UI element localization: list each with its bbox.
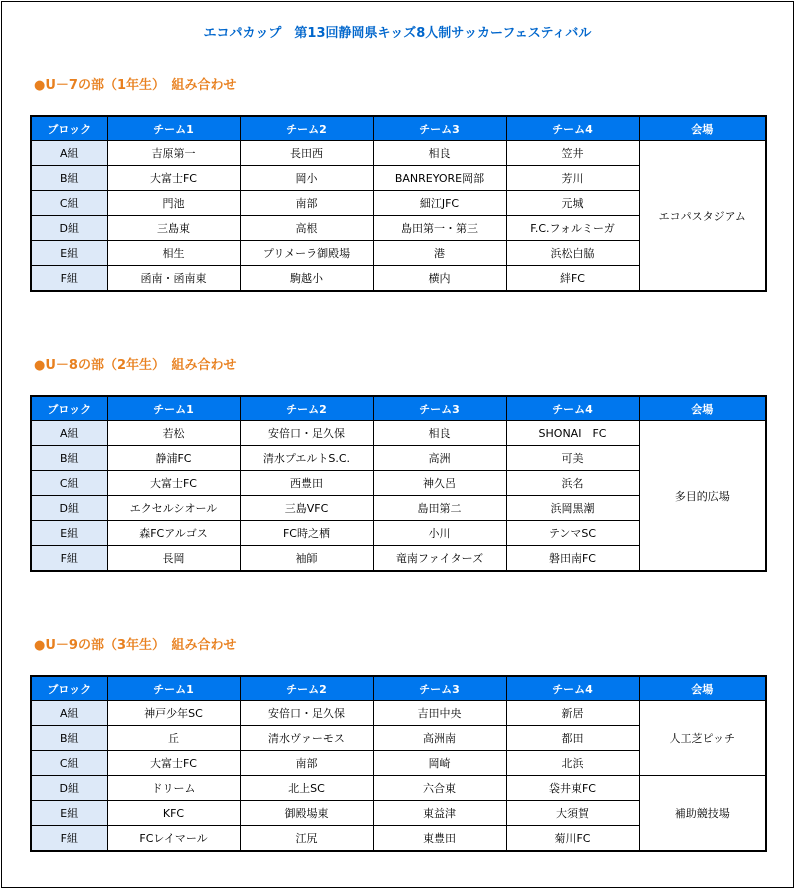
column-header: 会場 — [639, 116, 766, 141]
team-cell: 安倍口・足久保 — [240, 421, 373, 446]
team-cell: 清水ヴァーモス — [240, 726, 373, 751]
column-header: チーム2 — [240, 676, 373, 701]
column-header: チーム1 — [107, 396, 240, 421]
team-cell: 森FCアルゴス — [107, 521, 240, 546]
team-cell: 静浦FC — [107, 446, 240, 471]
column-header: チーム3 — [373, 676, 506, 701]
block-cell: D組 — [31, 776, 107, 801]
venue-cell: 補助競技場 — [639, 776, 766, 852]
team-cell: SHONAI FC — [506, 421, 639, 446]
block-cell: E組 — [31, 801, 107, 826]
column-header: 会場 — [639, 396, 766, 421]
block-cell: C組 — [31, 471, 107, 496]
team-cell: ドリーム — [107, 776, 240, 801]
team-cell: 芳川 — [506, 166, 639, 191]
column-header: チーム2 — [240, 396, 373, 421]
header-row — [31, 396, 766, 421]
team-cell: 神久呂 — [373, 471, 506, 496]
team-cell: 小川 — [373, 521, 506, 546]
team-cell: 大須賀 — [506, 801, 639, 826]
team-cell: 島田第一・第三 — [373, 216, 506, 241]
venue-cell: エコパスタジアム — [639, 141, 766, 292]
team-cell: 磐田南FC — [506, 546, 639, 572]
team-cell: 相良 — [373, 141, 506, 166]
team-cell: 吉原第一 — [107, 141, 240, 166]
team-cell: 可美 — [506, 446, 639, 471]
column-header: ブロック — [31, 396, 107, 421]
block-cell: A組 — [31, 421, 107, 446]
team-cell: 駒越小 — [240, 266, 373, 292]
team-cell: 岡崎 — [373, 751, 506, 776]
team-cell: 浜名 — [506, 471, 639, 496]
column-header: チーム1 — [107, 116, 240, 141]
matchup-table — [30, 675, 767, 852]
matchup-table — [30, 395, 767, 572]
team-cell: 浜松白脇 — [506, 241, 639, 266]
block-cell: C組 — [31, 751, 107, 776]
team-cell: 北浜 — [506, 751, 639, 776]
team-cell: 元城 — [506, 191, 639, 216]
column-header: チーム3 — [373, 396, 506, 421]
team-cell: 御殿場東 — [240, 801, 373, 826]
page-title: エコパカップ 第13回静岡県キッズ8人制サッカーフェスティバル — [203, 26, 592, 41]
team-cell: 袖師 — [240, 546, 373, 572]
team-cell: 東益津 — [373, 801, 506, 826]
block-cell: C組 — [31, 191, 107, 216]
column-header: チーム4 — [506, 396, 639, 421]
team-cell: FC時之栖 — [240, 521, 373, 546]
team-cell: 大富士FC — [107, 166, 240, 191]
team-cell: 丘 — [107, 726, 240, 751]
header-row — [31, 116, 766, 141]
block-cell: D組 — [31, 496, 107, 521]
team-cell: F.C.フォルミーガ — [506, 216, 639, 241]
team-cell: 港 — [373, 241, 506, 266]
section-heading: ●U－8の部（2年生） 組み合わせ — [34, 358, 237, 373]
block-cell: F組 — [31, 826, 107, 852]
team-cell: 長岡 — [107, 546, 240, 572]
team-cell: 安倍口・足久保 — [240, 701, 373, 726]
team-cell: 函南・函南東 — [107, 266, 240, 292]
section-heading: ●U－7の部（1年生） 組み合わせ — [34, 78, 237, 93]
team-cell: KFC — [107, 801, 240, 826]
team-cell: 江尻 — [240, 826, 373, 852]
team-cell: 大富士FC — [107, 751, 240, 776]
header-row — [31, 676, 766, 701]
team-cell: 神戸少年SC — [107, 701, 240, 726]
team-cell: 西豊田 — [240, 471, 373, 496]
team-cell: 東豊田 — [373, 826, 506, 852]
block-cell: E組 — [31, 521, 107, 546]
team-cell: 高洲 — [373, 446, 506, 471]
column-header: チーム4 — [506, 116, 639, 141]
column-header: ブロック — [31, 116, 107, 141]
block-cell: F組 — [31, 546, 107, 572]
team-cell: 南部 — [240, 191, 373, 216]
team-cell: 浜岡黒潮 — [506, 496, 639, 521]
team-cell: 絆FC — [506, 266, 639, 292]
team-cell: プリメーラ御殿場 — [240, 241, 373, 266]
team-cell: 長田西 — [240, 141, 373, 166]
team-cell: FCレイマール — [107, 826, 240, 852]
block-cell: A組 — [31, 701, 107, 726]
team-cell: 門池 — [107, 191, 240, 216]
block-cell: B組 — [31, 446, 107, 471]
team-cell: 南部 — [240, 751, 373, 776]
table-row — [31, 421, 766, 446]
team-cell: 相生 — [107, 241, 240, 266]
block-cell: B組 — [31, 726, 107, 751]
table-row — [31, 776, 766, 801]
team-cell: 竜南ファイターズ — [373, 546, 506, 572]
team-cell: 笠井 — [506, 141, 639, 166]
team-cell: 横内 — [373, 266, 506, 292]
team-cell: 細江JFC — [373, 191, 506, 216]
table-row — [31, 141, 766, 166]
team-cell: 三島東 — [107, 216, 240, 241]
team-cell: 都田 — [506, 726, 639, 751]
column-header: チーム4 — [506, 676, 639, 701]
team-cell: 北上SC — [240, 776, 373, 801]
column-header: 会場 — [639, 676, 766, 701]
table-row — [31, 701, 766, 726]
block-cell: D組 — [31, 216, 107, 241]
column-header: チーム3 — [373, 116, 506, 141]
column-header: チーム2 — [240, 116, 373, 141]
matchup-table — [30, 115, 767, 292]
team-cell: 三島VFC — [240, 496, 373, 521]
column-header: ブロック — [31, 676, 107, 701]
team-cell: 大富士FC — [107, 471, 240, 496]
venue-cell: 多目的広場 — [639, 421, 766, 572]
team-cell: エクセルシオール — [107, 496, 240, 521]
block-cell: B組 — [31, 166, 107, 191]
team-cell: 新居 — [506, 701, 639, 726]
team-cell: 相良 — [373, 421, 506, 446]
venue-cell: 人工芝ピッチ — [639, 701, 766, 776]
team-cell: 若松 — [107, 421, 240, 446]
team-cell: 島田第二 — [373, 496, 506, 521]
column-header: チーム1 — [107, 676, 240, 701]
team-cell: 岡小 — [240, 166, 373, 191]
team-cell: 高根 — [240, 216, 373, 241]
team-cell: 袋井東FC — [506, 776, 639, 801]
block-cell: E組 — [31, 241, 107, 266]
block-cell: F組 — [31, 266, 107, 292]
team-cell: テンマSC — [506, 521, 639, 546]
block-cell: A組 — [31, 141, 107, 166]
team-cell: 菊川FC — [506, 826, 639, 852]
team-cell: BANREYORE岡部 — [373, 166, 506, 191]
team-cell: 六合東 — [373, 776, 506, 801]
section-heading: ●U－9の部（3年生） 組み合わせ — [34, 638, 237, 653]
team-cell: 清水プエルトS.C. — [240, 446, 373, 471]
team-cell: 高洲南 — [373, 726, 506, 751]
team-cell: 吉田中央 — [373, 701, 506, 726]
